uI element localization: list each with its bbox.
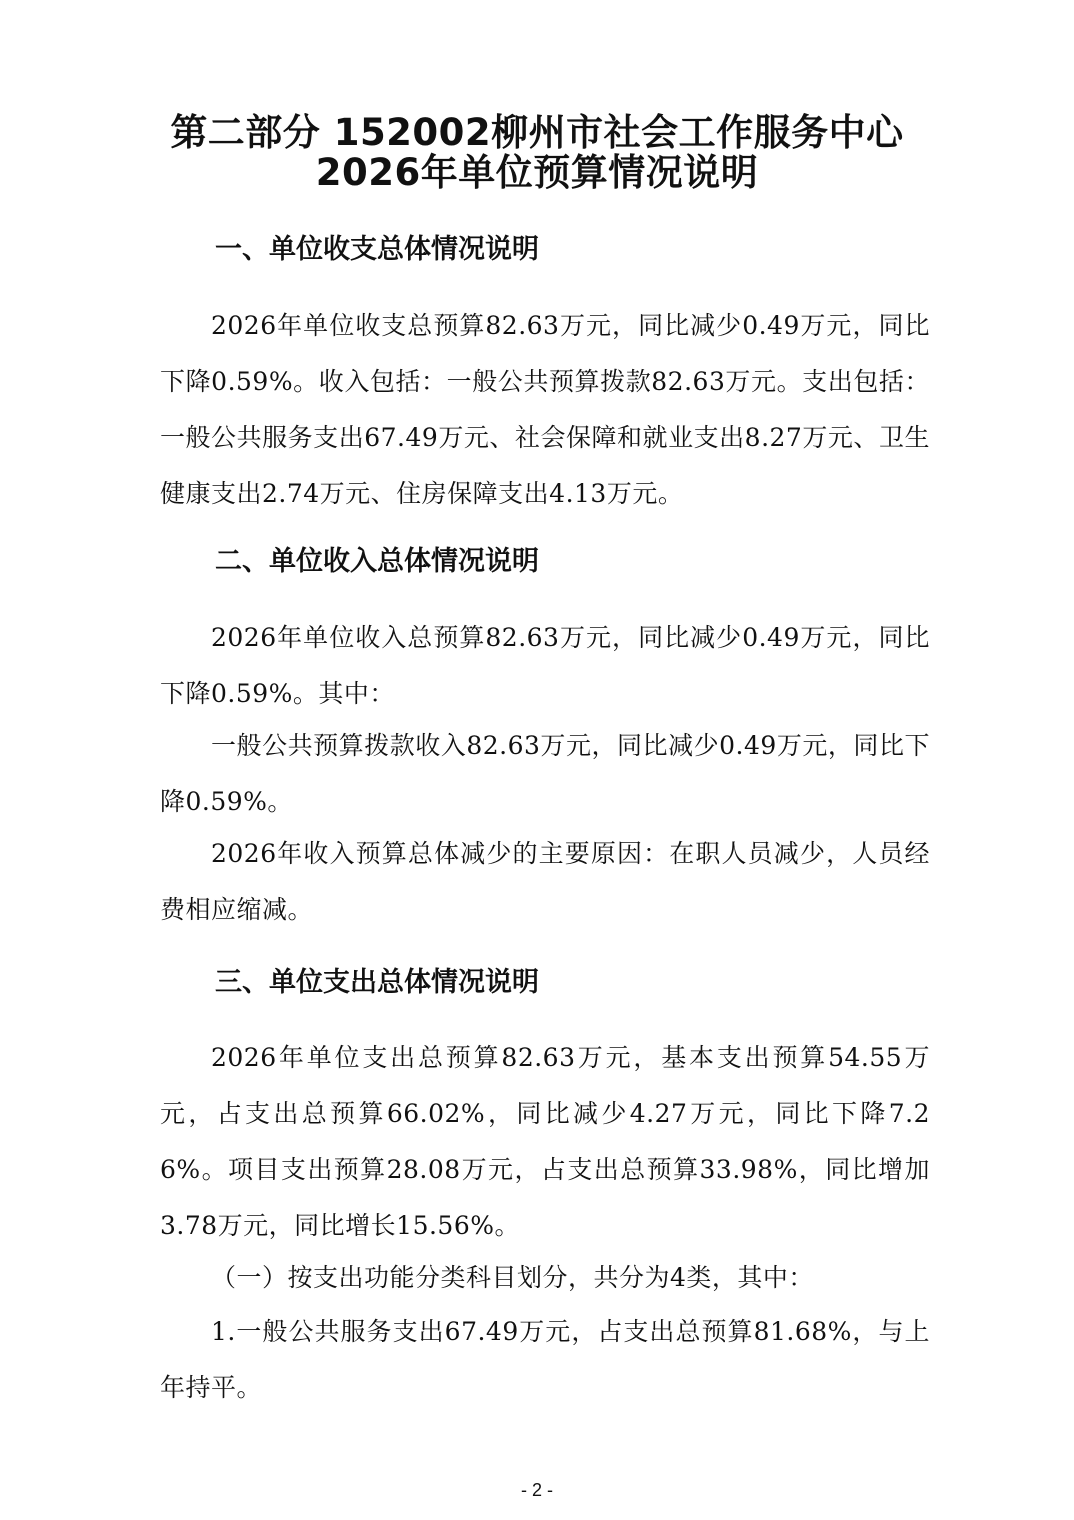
section-2-paragraph-3: 2026年收入预算总体减少的主要原因：在职人员减少，人员经费相应缩减。 xyxy=(160,839,930,924)
section-3-paragraph-2: （一）按支出功能分类科目划分，共分为4类，其中： xyxy=(211,1263,814,1292)
document-title-line-2: 2026年单位预算情况说明 xyxy=(315,151,759,194)
section-3-heading: 三、单位支出总体情况说明 xyxy=(215,967,539,998)
section-2-paragraph-2: 一般公共预算拨款收入82.63万元，同比减少0.49万元，同比下降0.59%。 xyxy=(160,731,930,816)
section-3-paragraph-1: 2026年单位支出总预算82.63万元，基本支出预算54.55万元，占支出总预算66.02%，同比减少4.27万元，同比下降7.26%。项目支出预算28.08万元，占支出总预算33.98%，同比增加3.78万元，同比增长15.56%。 xyxy=(160,1043,930,1240)
section-3-paragraph-3: 1.一般公共服务支出67.49万元，占支出总预算81.68%，与上年持平。 xyxy=(160,1317,930,1402)
section-1-heading: 一、单位收支总体情况说明 xyxy=(215,234,539,265)
section-1-paragraph-1: 2026年单位收支总预算82.63万元，同比减少0.49万元，同比下降0.59%。收入包括：一般公共预算拨款82.63万元。支出包括：一般公共服务支出67.49万元、社会保障和就业支出8.27万元、卫生健康支出2.74万元、住房保障支出4.13万元。 xyxy=(160,311,930,508)
section-2-paragraph-1: 2026年单位收入总预算82.63万元，同比减少0.49万元，同比下降0.59%。其中： xyxy=(160,623,930,708)
section-2-heading: 二、单位收入总体情况说明 xyxy=(215,546,539,577)
document-title-line-1: 第二部分 152002柳州市社会工作服务中心 xyxy=(170,111,904,154)
page-number: - 2 - xyxy=(520,1480,553,1500)
